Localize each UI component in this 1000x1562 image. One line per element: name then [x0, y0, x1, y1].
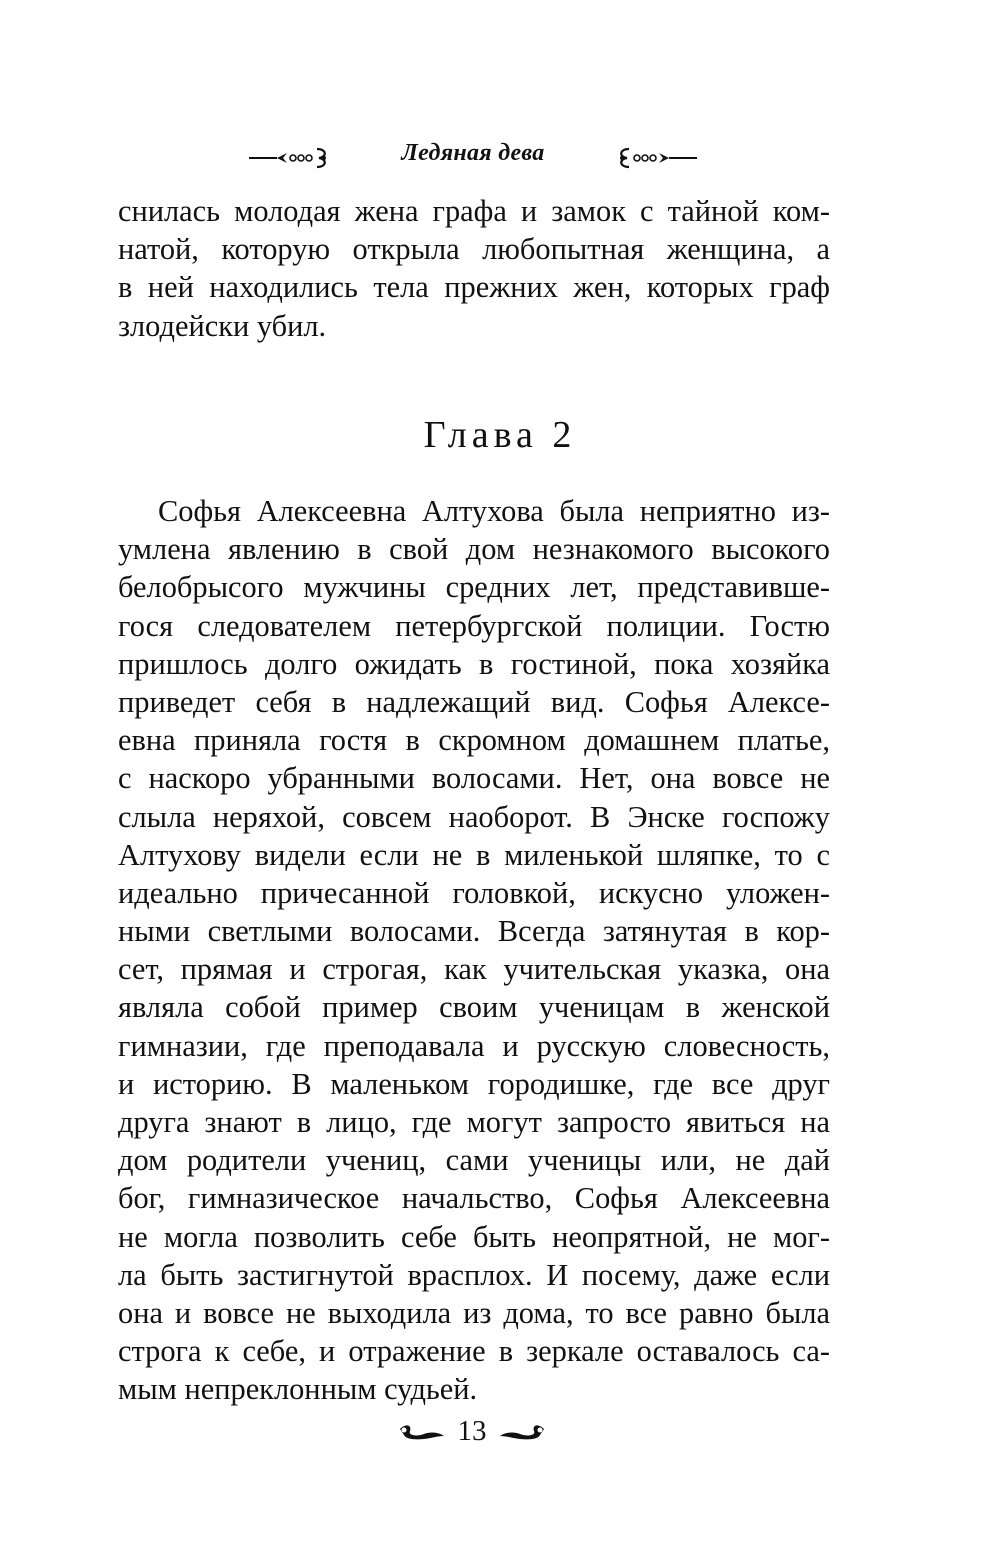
text-line: в ней находились тела прежних жен, которых граф: [118, 270, 830, 305]
page-number: 13: [457, 1415, 487, 1447]
text-line: гося следователем петербургской полиции. Гостю: [118, 608, 830, 643]
text-line: с наскоро убранными волосами. Нет, она вовсе не: [118, 761, 830, 796]
text-line: умлена явлению в свой дом незнакомого высокого: [118, 532, 830, 567]
text-line: бог, гимназическое начальство, Софья Алексеевна: [118, 1181, 830, 1216]
text-line: приведет себя в надлежащий вид. Софья Алексе-: [118, 684, 830, 719]
text-line: натой, которую открыла любопытная женщина, а: [118, 232, 830, 267]
text-line: пришлось долго ожидать в гостиной, пока хозяйка: [118, 646, 830, 681]
running-header: [0, 138, 1000, 178]
text-line: являла собой пример своим ученицам в женской: [118, 990, 830, 1025]
text-line: дом родители учениц, сами ученицы или, не дай: [118, 1143, 830, 1178]
text-line: идеально причесанной головкой, искусно уложен-: [118, 875, 830, 910]
right-swirl-icon: [496, 1421, 548, 1447]
left-swirl-icon: [396, 1421, 448, 1447]
text-line: и историю. В маленьком городишке, где все друг: [118, 1066, 830, 1101]
text-line: Софья Алексеевна Алтухова была неприятно из-: [158, 494, 830, 528]
text-line: сет, прямая и строгая, как учительская указка, она: [118, 952, 830, 987]
text-line: ла быть застигнутой врасплох. И посему, даже если: [118, 1257, 830, 1292]
text-line: белобрысого мужчины средних лет, представивше-: [118, 570, 830, 605]
text-line: злодейски убил.: [118, 308, 327, 343]
text-line: слыла неряхой, совсем наоборот. В Энске госпожу: [118, 799, 830, 834]
right-flourish-icon: [613, 144, 699, 172]
text-line: мым непреклонным судьей.: [118, 1372, 478, 1407]
text-line: друга знают в лицо, где могут запросто явиться на: [118, 1105, 830, 1139]
chapter-heading: Глава 2: [423, 414, 577, 456]
running-title: Ледяная дева: [401, 140, 545, 166]
left-flourish-icon: [247, 144, 333, 172]
text-line: она и вовсе не выходила из дома, то все равно была: [118, 1295, 830, 1330]
text-line: Алтухову видели если не в миленькой шляпке, то с: [118, 837, 830, 872]
text-line: строга к себе, и отражение в зеркале оставалось са-: [118, 1334, 830, 1369]
chapter-paragraph: [118, 492, 830, 1409]
text-line: гимназии, где преподавала и русскую словесность,: [118, 1028, 830, 1063]
continued-paragraph: [118, 192, 830, 345]
page-footer: [0, 1413, 1000, 1457]
text-line: снилась молодая жена графа и замок с тайной ком-: [118, 194, 830, 228]
text-line: не могла позволить себе быть неопрятной, не мог-: [118, 1219, 830, 1254]
text-line: ными светлыми волосами. Всегда затянутая в кор-: [118, 914, 830, 949]
text-line: евна приняла гостя в скромном домашнем платье,: [118, 723, 830, 758]
